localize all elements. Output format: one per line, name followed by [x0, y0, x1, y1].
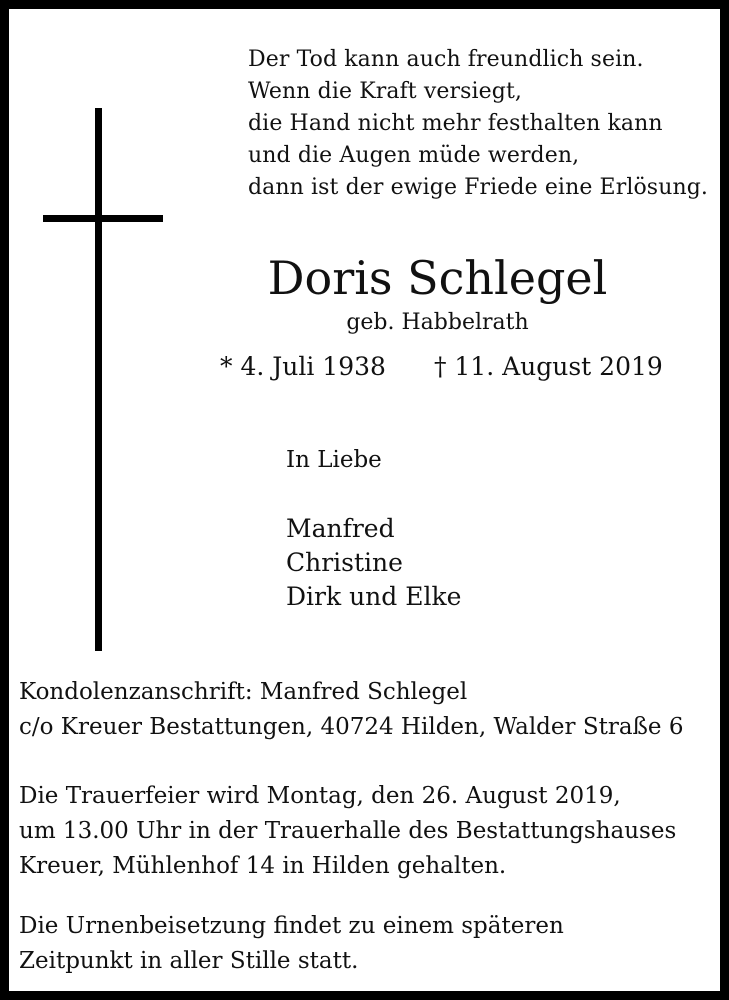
birth-date: * 4. Juli 1938: [220, 352, 386, 381]
urn-burial-notice: [19, 909, 564, 979]
mourners-list: [286, 512, 461, 614]
poem: [248, 44, 708, 204]
life-dates: [220, 349, 663, 385]
urn-line: Zeitpunkt in aller Stille statt.: [19, 948, 359, 974]
poem-line: und die Augen müde werden,: [248, 143, 580, 168]
cross-icon-bar: [43, 215, 163, 222]
condolence-line: c/o Kreuer Bestattungen, 40724 Hilden, Walder Straße 6: [19, 714, 684, 740]
mourner-name: Dirk und Elke: [286, 582, 462, 611]
poem-line: dann ist der ewige Friede eine Erlösung.: [248, 175, 709, 200]
cross-icon: [95, 108, 102, 651]
ceremony-line: Die Trauerfeier wird Montag, den 26. August 2019,: [19, 783, 621, 809]
urn-line: Die Urnenbeisetzung findet zu einem späteren: [19, 913, 564, 939]
ceremony-line: um 13.00 Uhr in der Trauerhalle des Bestattungshauses: [19, 818, 677, 844]
ceremony-line: Kreuer, Mühlenhof 14 in Hilden gehalten.: [19, 853, 507, 879]
ceremony-notice: [19, 779, 676, 884]
maiden-name: geb. Habbelrath: [346, 310, 529, 335]
poem-line: die Hand nicht mehr festhalten kann: [248, 111, 663, 136]
poem-line: Der Tod kann auch freundlich sein.: [248, 47, 644, 72]
condolence-address: [19, 675, 683, 745]
mourners-intro: In Liebe: [286, 447, 382, 473]
death-date: † 11. August 2019: [433, 352, 663, 381]
poem-line: Wenn die Kraft versiegt,: [248, 79, 522, 104]
mourner-name: Manfred: [286, 514, 395, 543]
mourner-name: Christine: [286, 548, 403, 577]
deceased-name: Doris Schlegel: [267, 251, 608, 305]
condolence-line: Kondolenzanschrift: Manfred Schlegel: [19, 679, 468, 705]
